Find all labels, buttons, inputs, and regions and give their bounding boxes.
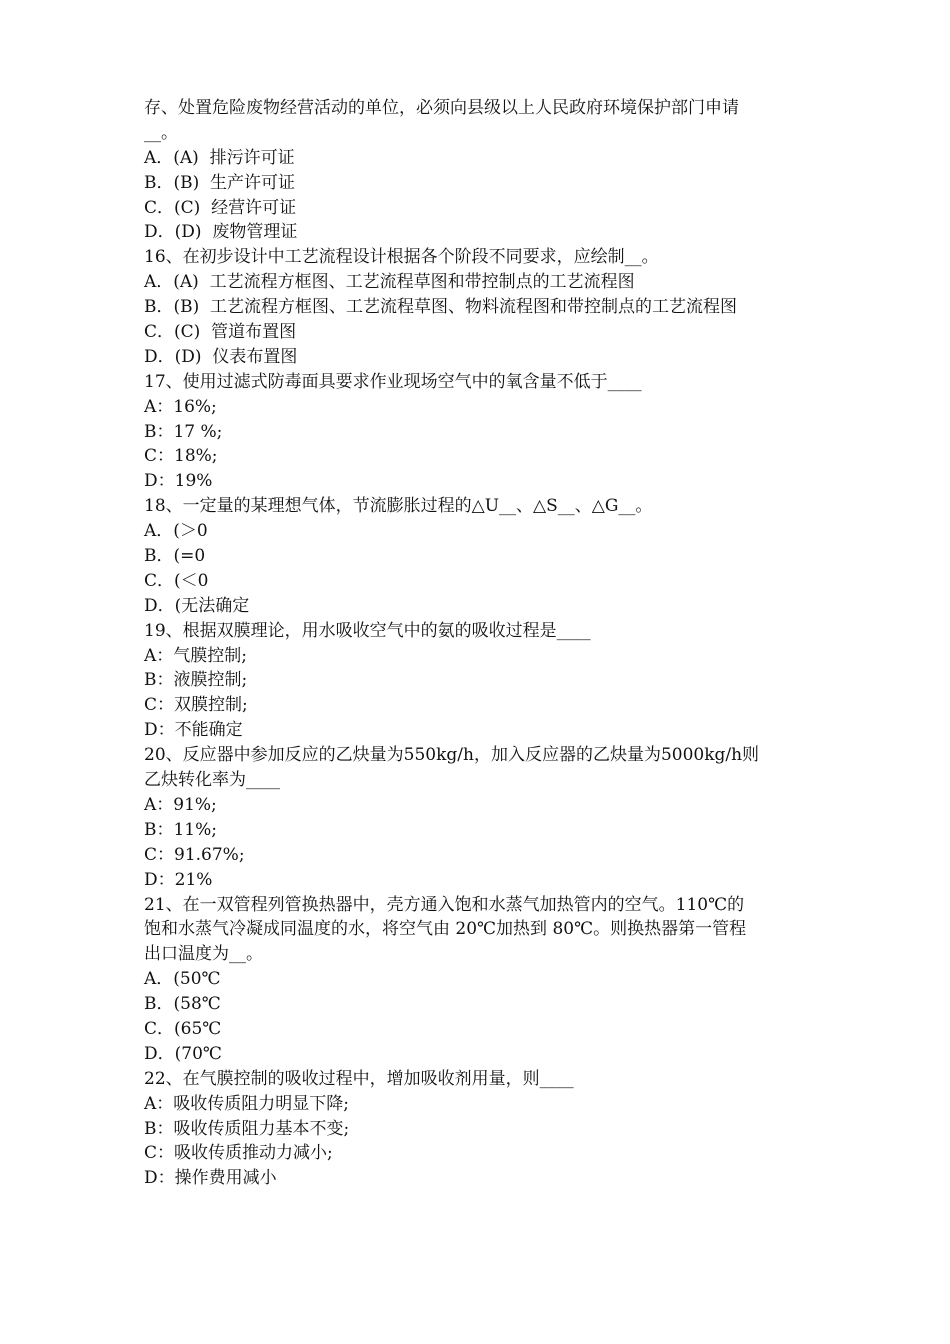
option-line: D：21% xyxy=(144,869,213,890)
option-line: C：18%; xyxy=(144,446,218,467)
option-line: C．(＜0 xyxy=(144,570,209,591)
question-line: 17、使用过滤式防毒面具要求作业现场空气中的氧含量不低于____ xyxy=(144,371,642,392)
option-line: B．(B) 工艺流程方框图、工艺流程草图、物料流程图和带控制点的工艺流程图 xyxy=(144,297,738,318)
option-line: B．(B) 生产许可证 xyxy=(144,172,296,193)
option-line: A．(50℃ xyxy=(144,969,221,990)
option-line: A：气膜控制; xyxy=(144,645,248,666)
option-line: C：91.67%; xyxy=(144,844,245,865)
option-line: C．(C) 经营许可证 xyxy=(144,197,297,218)
option-line: B：17 %; xyxy=(144,421,223,442)
option-line: A．(A) 排污许可证 xyxy=(144,147,295,168)
option-line: B：11%; xyxy=(144,819,218,840)
question-line: 22、在气膜控制的吸收过程中，增加吸收剂用量，则____ xyxy=(144,1068,574,1089)
option-line: C．(C) 管道布置图 xyxy=(144,322,297,343)
document-page xyxy=(144,96,808,1191)
option-line: D．(D) 废物管理证 xyxy=(144,222,298,243)
option-line: B：吸收传质阻力基本不变; xyxy=(144,1118,350,1139)
option-line: B：液膜控制; xyxy=(144,670,248,691)
question-line: 乙炔转化率为____ xyxy=(144,770,280,791)
option-line: D：19% xyxy=(144,471,213,492)
option-line: D．(无法确定 xyxy=(144,595,250,616)
option-line: C．(65℃ xyxy=(144,1018,222,1039)
text-line: 存、处置危险废物经营活动的单位，必须向县级以上人民政府环境保护部门申请 xyxy=(144,98,739,118)
option-line: A．(A) 工艺流程方框图、工艺流程草图和带控制点的工艺流程图 xyxy=(144,272,635,293)
option-line: A：91%; xyxy=(144,794,217,815)
question-line: 21、在一双管程列管换热器中，壳方通入饱和水蒸气加热管内的空气。110℃的 xyxy=(144,894,745,915)
option-line: B．(=0 xyxy=(144,546,206,567)
option-line: A：16%; xyxy=(144,396,217,417)
option-line: D：不能确定 xyxy=(144,720,243,741)
question-line: 20、反应器中参加反应的乙炔量为550kg/h，加入反应器的乙炔量为5000kg/h则 xyxy=(144,745,760,766)
option-line: D：操作费用减小 xyxy=(144,1168,277,1189)
option-line: D．(70℃ xyxy=(144,1043,222,1064)
option-line: B．(58℃ xyxy=(144,994,221,1015)
question-line: 18、一定量的某理想气体，节流膨胀过程的△U__、△S__、△G__。 xyxy=(144,496,653,517)
question-line: 19、根据双膜理论，用水吸收空气中的氨的吸收过程是____ xyxy=(144,620,591,641)
option-line: A：吸收传质阻力明显下降; xyxy=(144,1093,350,1114)
question-line: 16、在初步设计中工艺流程设计根据各个阶段不同要求，应绘制__。 xyxy=(144,247,659,268)
text-line: __。 xyxy=(144,122,178,143)
question-line: 出口温度为__。 xyxy=(144,944,263,965)
option-line: C：吸收传质推动力减小; xyxy=(144,1143,333,1164)
option-line: C：双膜控制; xyxy=(144,695,248,716)
option-line: A．(＞0 xyxy=(144,521,208,542)
question-line: 饱和水蒸气冷凝成同温度的水，将空气由 20℃加热到 80℃。则换热器第一管程 xyxy=(144,919,747,940)
option-line: D．(D) 仪表布置图 xyxy=(144,346,298,367)
